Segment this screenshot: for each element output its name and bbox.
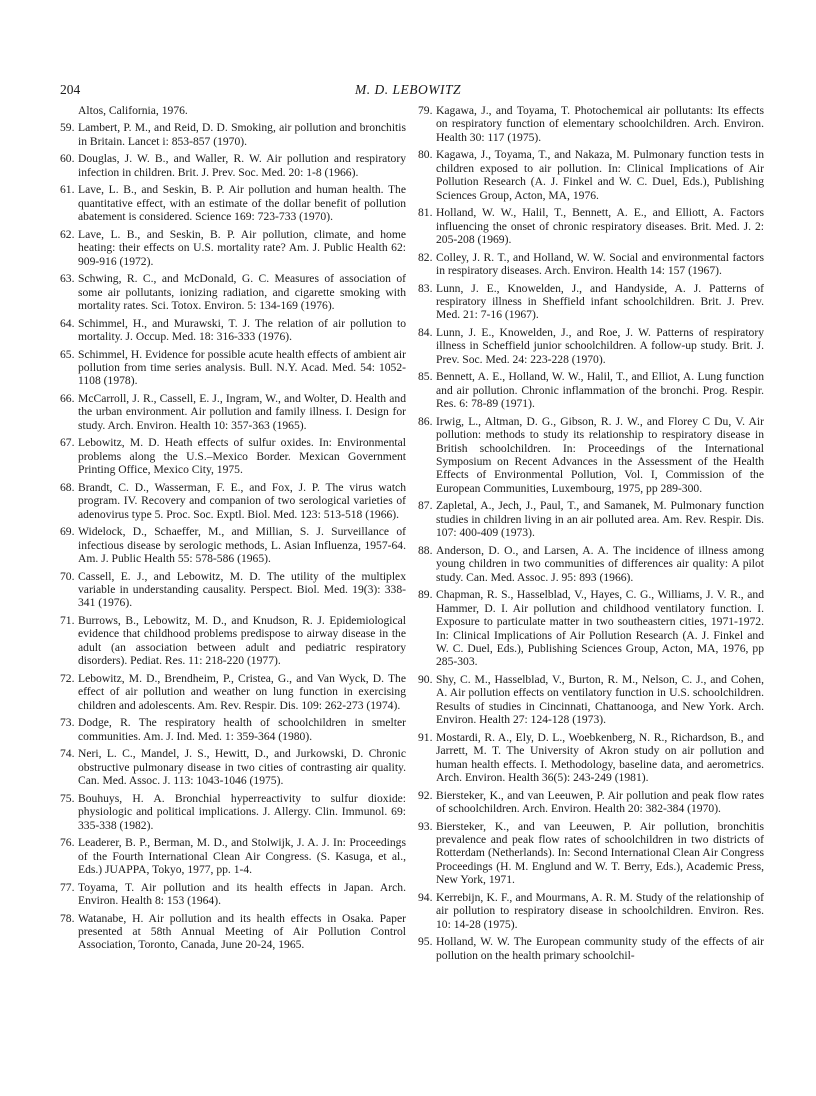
reference-text: Bouhuys, H. A. Bronchial hyperreactivity to sulfur dioxide: physiologic and political implications. J. Allergy. Clin. Immunol. 69: 335-338 (1982).: [78, 791, 406, 832]
reference-item: [418, 935, 764, 962]
reference-text: Lebowitz, M. D., Brendheim, P., Cristea, G., and Van Wyck, D. The effect of air pollution and weather on lung function in exercising children and adolescents. Am. Rev. Respir. Dis. 109: 262-273 (1974).: [78, 671, 406, 712]
reference-number: 72.: [60, 671, 75, 685]
reference-number: 71.: [60, 614, 75, 628]
reference-text: Brandt, C. D., Wasserman, F. E., and Fox, J. P. The virus watch program. IV. Recovery and companion of two serological varieties of adenovirus type 5. Proc. Soc. Exptl. Biol. Med. 123: 513-518 (1966).: [78, 480, 406, 521]
reference-item: [60, 570, 406, 610]
reference-number: 87.: [418, 499, 433, 513]
reference-number: 60.: [60, 152, 75, 166]
reference-item: [60, 317, 406, 344]
reference-item: [418, 544, 764, 584]
reference-text: Irwig, L., Altman, D. G., Gibson, R. J. W., and Florey C Du, V. Air pollution: methods to study its relationship to respiratory disease in British schoolchildren. In: Proceedings of the International Symposium on Recent Advances in the Assessment of the Health Effects of Environmental Pollution, Vol. I, Commission of the European Communities, Luxembourg, 1975, pp 289-300.: [436, 414, 764, 495]
reference-number: 95.: [418, 935, 433, 949]
reference-number: 82.: [418, 250, 433, 264]
reference-number: 88.: [418, 543, 433, 557]
reference-item: [60, 152, 406, 179]
reference-number: 61.: [60, 183, 75, 197]
reference-item: [418, 731, 764, 785]
reference-text: Kagawa, J., Toyama, T., and Nakaza, M. Pulmonary function tests in children exposed to air pollution. In: Clinical Implications of Air Pollution Research (A. J. Finkel and W. C. Duel, Eds.), Publishing Sciences Group, Acton, MA, 1976.: [436, 148, 764, 202]
reference-item: [60, 228, 406, 268]
reference-text: Lave, L. B., and Seskin, B. P. Air pollution and human health. The quantitative effect, with an estimate of the dollar benefit of pollution abatement is considered. Science 169: 723-733 (1970).: [78, 183, 406, 224]
reference-number: 63.: [60, 272, 75, 286]
reference-item: [418, 326, 764, 366]
reference-number: 77.: [60, 880, 75, 894]
reference-number: 79.: [418, 104, 433, 117]
reference-text: Kerrebijn, K. F., and Mourmans, A. R. M. Study of the relationship of air pollution to respiratory disease in schoolchildren. Environ. Res. 10: 14-28 (1975).: [436, 890, 764, 931]
reference-text: Lambert, P. M., and Reid, D. D. Smoking, air pollution and bronchitis in Britain. Lancet i: 853-857 (1970).: [78, 121, 406, 148]
reference-text: Shy, C. M., Hasselblad, V., Burton, R. M., Nelson, C. J., and Cohen, A. Air pollution effects on ventilatory function in U.S. schoolchildren. Results of studies in Cincinnati, Chattanooga, and New York. Arch. Environ. Health 27: 124-128 (1973).: [436, 672, 764, 727]
reference-item: [60, 792, 406, 832]
reference-text: Leaderer, B. P., Berman, M. D., and Stolwijk, J. A. J. In: Proceedings of the Fourth International Clean Air Congress. (S. Kasuga, et al., Eds.) JUAPPA, Tokyo, 1977, pp. 1-4.: [78, 836, 406, 876]
left-column: [60, 104, 406, 956]
reference-number: 85.: [418, 370, 433, 384]
reference-number: 78.: [60, 911, 75, 925]
reference-number: 89.: [418, 588, 433, 602]
reference-item: [60, 912, 406, 952]
running-head: M. D. LEBOWITZ: [354, 82, 461, 97]
reference-item: [418, 673, 764, 727]
reference-item: [60, 272, 406, 312]
reference-item: [60, 183, 406, 223]
reference-text: Douglas, J. W. B., and Waller, R. W. Air pollution and respiratory infection in children. Brit. J. Prev. Soc. Med. 20: 1-8 (1966).: [78, 152, 406, 179]
reference-number: 84.: [418, 326, 433, 340]
reference-item: [60, 481, 406, 521]
reference-text: Toyama, T. Air pollution and its health effects in Japan. Arch. Environ. Health 8: 153 (1964).: [78, 880, 406, 907]
reference-number: 70.: [60, 569, 75, 583]
reference-number: 91.: [418, 730, 433, 744]
reference-item: [418, 282, 764, 322]
reference-text: Lebowitz, M. D. Heath effects of sulfur oxides. In: Environmental problems along the U.S.–Mexico Border. Mexican Government Printing Office, Mexico City, 1975.: [78, 436, 406, 477]
reference-text: Neri, L. C., Mandel, J. S., Hewitt, D., and Jurkowski, D. Chronic obstructive pulmonary disease in two cities of contrasting air quality. Can. Med. Assoc. J. 113: 1043-1046 (1975).: [78, 747, 406, 788]
reference-number: 76.: [60, 836, 75, 850]
reference-item: [418, 415, 764, 495]
page-number: 204: [60, 82, 81, 97]
reference-continuation: Altos, California, 1976.: [78, 104, 188, 117]
reference-item: [418, 588, 764, 668]
reference-number: 73.: [60, 716, 75, 730]
reference-item: [418, 499, 764, 539]
reference-text: Biersteker, K., and van Leeuwen, P. Air pollution and peak flow rates of schoolchildren. Arch. Environ. Health 20: 382-384 (1970).: [436, 788, 764, 815]
reference-item: [60, 716, 406, 743]
reference-item: [418, 148, 764, 202]
page-header: [0, 82, 816, 102]
reference-text: Mostardi, R. A., Ely, D. L., Woebkenberg, N. R., Richardson, B., and Jarrett, M. T. The University of Akron study on air pollution and human health effects. I. Methodology, baseline data, and aerometrics. Arch. Environ. Health 36(5): 243-249 (1981).: [436, 730, 764, 784]
reference-text: Bennett, A. E., Holland, W. W., Halil, T., and Elliot, A. Lung function and air pollution. Chronic inflammation of the bronchi. Prog. Respir. Res. 6: 78-89 (1971).: [436, 370, 764, 411]
reference-text: Holland, W. W. The European community study of the effects of air pollution on the health primary schoolchil-: [436, 935, 764, 962]
reference-text: Lunn, J. E., Knowelden, J., and Handyside, A. J. Patterns of respiratory illness in Sheffield infant schoolchildren. Brit. J. Prev. Med. 21: 7-16 (1967).: [436, 281, 764, 322]
reference-text: Lunn, J. E., Knowelden, J., and Roe, J. W. Patterns of respiratory illness in Scheffield junior schoolchildren. A follow-up study. Brit. J. Prev. Soc. Med. 24: 223-228 (1970).: [436, 326, 764, 366]
reference-number: 69.: [60, 525, 75, 539]
reference-text: Watanabe, H. Air pollution and its health effects in Osaka. Paper presented at 58th Annual Meeting of Air Pollution Control Association, Toronto, Canada, June 20-24, 1965.: [78, 911, 406, 952]
reference-number: 64.: [60, 316, 75, 330]
reference-number: 75.: [60, 791, 75, 805]
reference-item: [60, 836, 406, 876]
reference-number: 94.: [418, 890, 433, 904]
reference-text: Chapman, R. S., Hasselblad, V., Hayes, C. G., Williams, J. V. R., and Hammer, D. I. Air pollution and childhood ventilatory function. I. Exposure to particulate matter in two southeastern cities, 1971-1972. In: Clinical Implications of Air Pollution Research (A. J. Finkel and W. C. Duel, Eds.), Publishing Sciences Group, Acton, MA, 1976, pp 285-303.: [436, 588, 764, 669]
reference-item: [418, 891, 764, 931]
reference-text: Zapletal, A., Jech, J., Paul, T., and Samanek, M. Pulmonary function studies in children living in an air polluted area. Am. Rev. Respir. Dis. 107: 400-409 (1973).: [436, 499, 764, 540]
reference-item: [60, 525, 406, 565]
reference-number: 81.: [418, 206, 433, 220]
reference-number: 86.: [418, 414, 433, 428]
reference-item: [60, 672, 406, 712]
reference-number: 65.: [60, 347, 75, 361]
reference-item: [60, 881, 406, 908]
reference-text: Holland, W. W., Halil, T., Bennett, A. E., and Elliott, A. Factors influencing the onset of chronic respiratory diseases. Brit. Med. J. 2: 205-208 (1969).: [436, 206, 764, 247]
reference-number: 59.: [60, 121, 75, 135]
reference-number: 80.: [418, 148, 433, 162]
reference-number: 62.: [60, 227, 75, 241]
reference-text: Schimmel, H. Evidence for possible acute health effects of ambient air pollution from time series analysis. Bull. N.Y. Acad. Med. 54: 1052-1108 (1978).: [78, 347, 406, 388]
reference-item: [418, 104, 764, 144]
reference-number: 66.: [60, 392, 75, 406]
reference-text: Biersteker, K., and van Leeuwen, P. Air pollution, bronchitis prevalence and peak flow rates of schoolchildren in two districts of Rotterdam (Netherlands). In: Second International Clean Air Congress Proceedings (H. M. Englund and W. T. Berry, Eds.), Academic Press, New York, 1971.: [436, 819, 764, 887]
reference-item: [418, 820, 764, 887]
reference-number: 92.: [418, 788, 433, 802]
reference-item: [60, 747, 406, 787]
reference-item: [60, 121, 406, 148]
reference-text: Lave, L. B., and Seskin, B. P. Air pollution, climate, and home heating: their effects on U.S. mortality rate? Am. J. Public Health 62: 909-916 (1972).: [78, 227, 406, 268]
reference-text: Dodge, R. The respiratory health of schoolchildren in smelter communities. Am. J. Ind. Med. 1: 359-364 (1980).: [78, 716, 406, 743]
reference-item: [60, 392, 406, 432]
reference-item: [60, 614, 406, 668]
right-column: [418, 104, 764, 966]
reference-item: [418, 789, 764, 816]
reference-text: Burrows, B., Lebowitz, M. D., and Knudson, R. J. Epidemiological evidence that childhood problems predispose to airway disease in the adult (an association between adult and pediatric respiratory disorders). Pediat. Res. 11: 218-220 (1977).: [78, 614, 406, 668]
reference-text: Colley, J. R. T., and Holland, W. W. Social and environmental factors in respiratory diseases. Arch. Environ. Health 14: 157 (1967).: [436, 250, 764, 278]
reference-number: 74.: [60, 747, 75, 761]
reference-text: Cassell, E. J., and Lebowitz, M. D. The utility of the multiplex variable in understanding causality. Perspect. Biol. Med. 19(3): 338-341 (1976).: [78, 569, 406, 610]
reference-text: McCarroll, J. R., Cassell, E. J., Ingram, W., and Wolter, D. Health and the urban environment. Air pollution and family illness. I. Design for study. Arch. Environ. Health 10: 357-363 (1965).: [78, 392, 406, 432]
reference-number: 90.: [418, 672, 433, 686]
reference-item: [60, 436, 406, 476]
reference-text: Kagawa, J., and Toyama, T. Photochemical air pollutants: Its effects on respiratory function of elementary schoolchildren. Arch. Environ. Health 30: 117 (1975).: [436, 104, 764, 144]
reference-item: [418, 370, 764, 410]
reference-item: [60, 348, 406, 388]
reference-item: [418, 251, 764, 278]
reference-item: [418, 206, 764, 246]
reference-text: Schwing, R. C., and McDonald, G. C. Measures of association of some air pollutants, ionizing radiation, and cigarette smoking with mortality rates. Sci. Totox. Environ. 5: 134-169 (1976).: [78, 272, 406, 313]
reference-number: 68.: [60, 480, 75, 494]
reference-number: 83.: [418, 281, 433, 295]
reference-number: 93.: [418, 819, 433, 833]
reference-text: Widelock, D., Schaeffer, M., and Millian, S. J. Surveillance of infectious disease by serologic methods, L. Asian Influenza, 1957-64. Am. J. Public Health 55: 578-586 (1965).: [78, 525, 406, 566]
reference-text: Schimmel, H., and Murawski, T. J. The relation of air pollution to mortality. J. Occup. Med. 18: 316-333 (1976).: [78, 316, 406, 344]
reference-text: Anderson, D. O., and Larsen, A. A. The incidence of illness among young children in two communities of differences air quality: A pilot study. Can. Med. Assoc. J. 95: 893 (1966).: [436, 543, 764, 584]
reference-number: 67.: [60, 436, 75, 450]
